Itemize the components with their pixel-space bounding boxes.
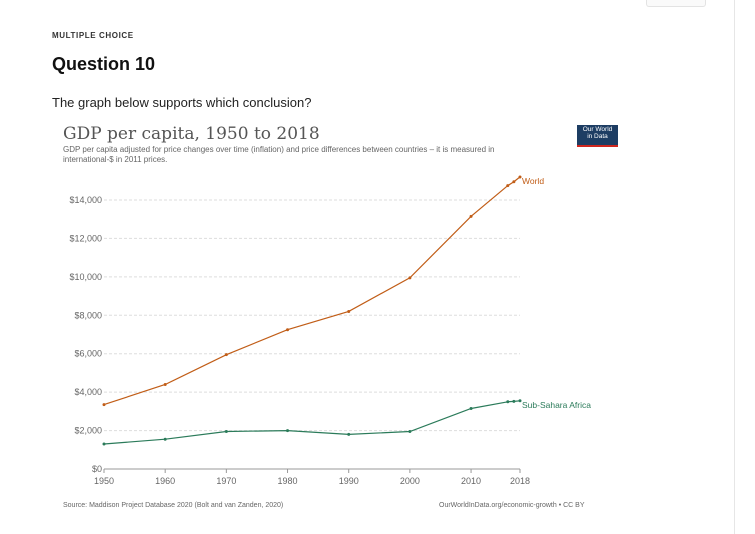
series-label: World: [522, 175, 545, 186]
y-tick-label: $14,000: [69, 195, 102, 205]
x-tick-label: 1950: [93, 476, 115, 486]
logo-line-2: in Data: [587, 133, 608, 140]
chart-url: OurWorldInData.org/economic-growth • CC BY: [439, 502, 585, 509]
series-line: [104, 401, 520, 444]
chart-title: GDP per capita, 1950 to 2018: [63, 124, 320, 144]
data-point: [512, 400, 515, 403]
y-tick-label: $8,000: [74, 310, 102, 321]
data-point: [225, 430, 228, 433]
data-point: [506, 184, 509, 187]
y-tick-label: $0: [91, 464, 102, 474]
y-tick-label: $6,000: [74, 348, 102, 359]
y-tick-label: $12,000: [69, 233, 102, 244]
data-point: [103, 443, 106, 446]
y-tick-label: $2,000: [74, 425, 102, 436]
question-type-label: MULTIPLE CHOICE: [52, 31, 134, 40]
data-point: [470, 215, 473, 218]
data-point: [225, 353, 228, 356]
data-point: [164, 383, 167, 386]
x-tick-label: 1980: [277, 476, 298, 486]
question-prompt: The graph below supports which conclusion?: [52, 95, 312, 110]
x-tick-label: 2010: [461, 476, 482, 486]
data-point: [470, 407, 473, 410]
y-tick-label: $10,000: [69, 271, 102, 282]
series-line: [104, 177, 520, 405]
data-point: [347, 310, 350, 313]
question-title: Question 10: [52, 54, 156, 74]
data-point: [103, 403, 106, 406]
x-tick-label: 1990: [338, 476, 359, 486]
x-tick-label: 1970: [216, 476, 237, 486]
data-point: [286, 429, 289, 432]
x-tick-label: 1960: [155, 476, 176, 486]
x-tick-label: 2018: [509, 476, 531, 486]
series-label: Sub-Sahara Africa: [522, 399, 591, 410]
x-tick-label: 2000: [399, 476, 420, 486]
data-point: [512, 180, 515, 183]
logo-line-1: Our World: [582, 126, 613, 133]
chart-source: Source: Maddison Project Database 2020 (Bolt and van Zanden, 2020): [63, 502, 284, 509]
data-point: [506, 400, 509, 403]
data-point: [408, 276, 411, 279]
chart-subtitle: GDP per capita adjusted for price changes over time (inflation) and price differences between countries – it is measured in international-$ in 2011 prices.: [63, 145, 495, 164]
data-point: [286, 328, 289, 331]
data-point: [408, 430, 411, 433]
y-tick-label: $4,000: [74, 387, 102, 398]
data-point: [347, 433, 350, 436]
data-point: [164, 438, 167, 441]
